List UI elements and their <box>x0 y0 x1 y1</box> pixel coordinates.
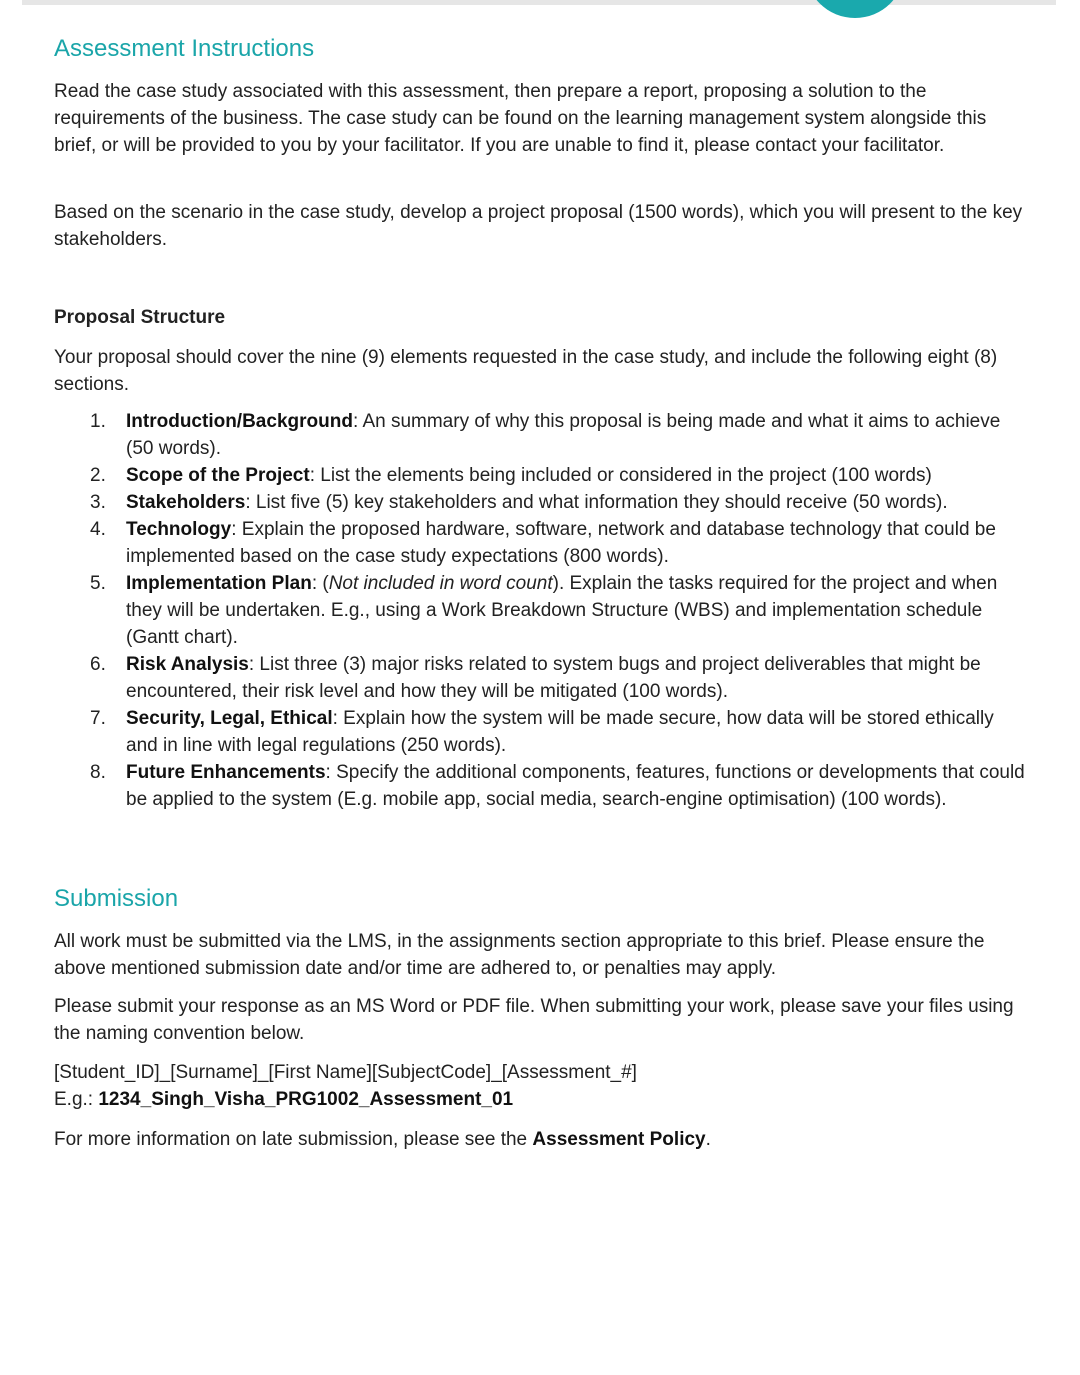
late-submission-note <box>54 1126 1024 1153</box>
example-label: E.g.: <box>54 1089 99 1110</box>
list-item-text: : Specify the additional components, features, functions or developments that could be applied to the system (E.g. mobile app, social media, search-engine optimisation) (100 words). <box>126 762 1025 810</box>
list-item-text: : List five (5) key stakeholders and what information they should receive (50 words). <box>245 492 948 513</box>
list-item-title: Implementation Plan <box>126 573 312 594</box>
list-item-number: 4. <box>90 519 106 540</box>
list-item <box>54 570 1029 651</box>
list-item <box>54 651 1029 705</box>
decorative-circle <box>805 0 905 18</box>
list-item-title: Technology <box>126 519 232 540</box>
list-item-title: Future Enhancements <box>126 762 326 783</box>
late-submission-end: . <box>705 1129 711 1150</box>
top-divider <box>22 0 1056 5</box>
list-item-text: : Explain how the system will be made secure, how data will be stored ethically and in line with legal regulations (250 words). <box>126 708 994 756</box>
list-item-italic-note: Not included in word count <box>328 573 553 594</box>
late-submission-text: For more information on late submission, please see the <box>54 1129 533 1150</box>
list-item-text: : Explain the proposed hardware, software, network and database technology that could be implemented based on the case study expectations (800 words). <box>126 519 996 567</box>
list-item-number: 6. <box>90 654 106 675</box>
assessment-policy-link[interactable]: Assessment Policy <box>532 1129 706 1150</box>
instructions-paragraph-1: Read the case study associated with this assessment, then prepare a report, proposing a solution to the requirements of the business. The case study can be found on the learning management system alongside this brief, or will be provided to you by your facilitator. If you are unable to find it, please contact your facilitator. <box>54 81 987 156</box>
list-item <box>54 705 1029 759</box>
naming-convention: [Student_ID]_[Surname]_[First Name][SubjectCode]_[Assessment_#] <box>54 1062 637 1083</box>
list-item <box>54 408 1029 462</box>
list-item-text: : List three (3) major risks related to system bugs and project deliverables that might be encountered, their risk level and how they will be mitigated (100 words). <box>126 654 981 702</box>
list-item <box>54 759 1029 813</box>
submission-heading: Submission <box>54 885 179 912</box>
list-item-number: 2. <box>90 465 106 486</box>
example-value: 1234_Singh_Visha_PRG1002_Assessment_01 <box>98 1089 514 1110</box>
list-item <box>54 516 1029 570</box>
list-item-text: : An summary of why this proposal is being made and what it aims to achieve (50 words). <box>126 411 1001 459</box>
proposal-sections-list <box>54 408 1029 813</box>
list-item-number: 7. <box>90 708 106 729</box>
submission-paragraph-2: Please submit your response as an MS Word or PDF file. When submitting your work, please save your files using the naming convention below. <box>54 996 1014 1044</box>
list-item-text: : List the elements being included or considered in the project (100 words) <box>309 465 932 486</box>
list-item-number: 5. <box>90 573 106 594</box>
naming-example <box>54 1086 1024 1113</box>
list-item-title: Security, Legal, Ethical <box>126 708 333 729</box>
list-item <box>54 489 1029 516</box>
assessment-instructions-heading: Assessment Instructions <box>54 35 315 62</box>
list-item-title: Introduction/Background <box>126 411 353 432</box>
list-item-title: Risk Analysis <box>126 654 249 675</box>
list-item <box>54 462 1029 489</box>
instructions-paragraph-2: Based on the scenario in the case study, develop a project proposal (1500 words), which you will present to the key stakeholders. <box>54 202 1023 250</box>
list-item-title: Stakeholders <box>126 492 246 513</box>
list-item-number: 1. <box>90 411 106 432</box>
submission-paragraph-1: All work must be submitted via the LMS, in the assignments section appropriate to this brief. Please ensure the above mentioned submission date and/or time are adhered to, or penalties may apply. <box>54 931 985 979</box>
proposal-structure-heading: Proposal Structure <box>54 307 226 328</box>
list-item-number: 8. <box>90 762 106 783</box>
list-item-title: Scope of the Project <box>126 465 310 486</box>
list-item-text: ). Explain the tasks required for the project and when they will be undertaken. E.g., using a Work Breakdown Structure (WBS) and implementation schedule (Gantt chart). <box>126 573 998 648</box>
list-item-text-pre: : ( <box>311 573 329 594</box>
list-item-number: 3. <box>90 492 106 513</box>
proposal-intro: Your proposal should cover the nine (9) elements requested in the case study, and include the following eight (8) sections. <box>54 347 998 395</box>
